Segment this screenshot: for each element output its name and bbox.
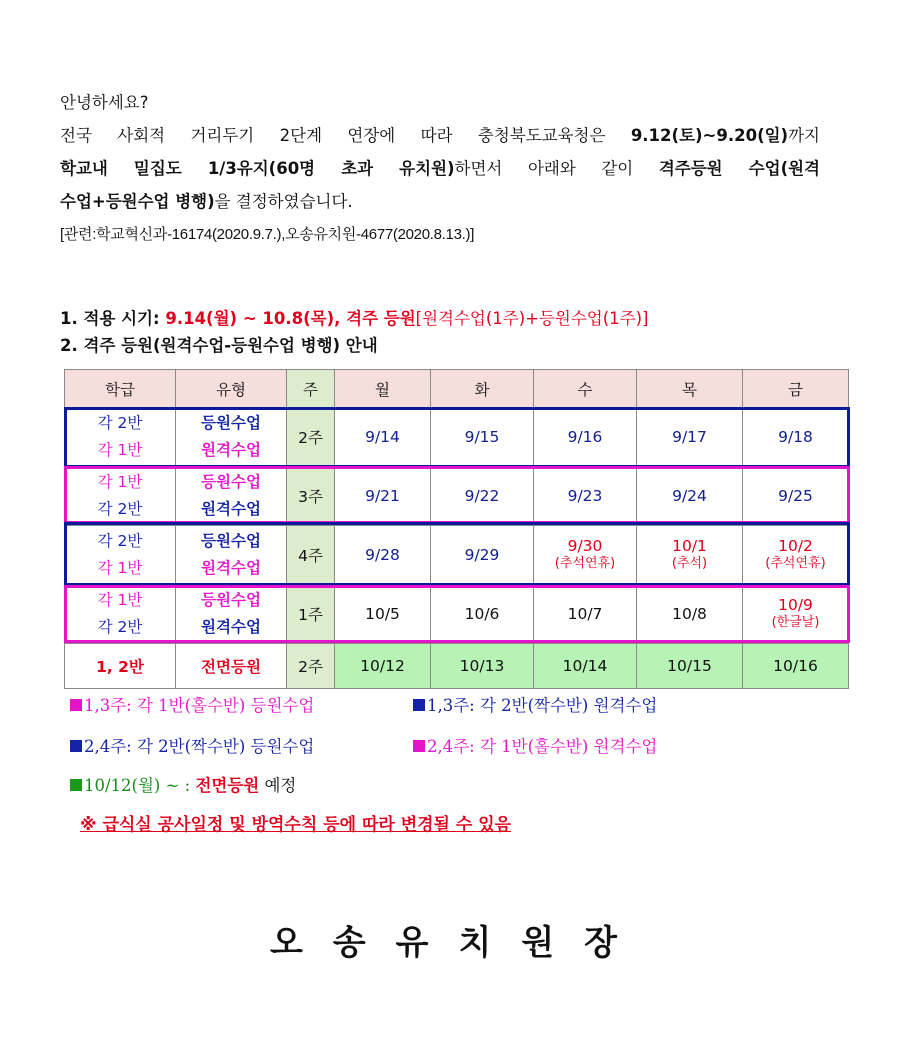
date-cell: 9/23: [534, 467, 637, 526]
blue-square-icon: [70, 740, 82, 752]
class-label: 각 1반: [97, 559, 143, 577]
date-cell: 10/6: [431, 585, 534, 644]
legend-item-1: [70, 692, 314, 716]
legend-text: 2,4주: 각 1반(홀수반) 원격수업: [427, 737, 658, 756]
header-fri: 금: [743, 370, 849, 408]
date-cell: 10/15: [637, 644, 743, 689]
date-cell: 10/16: [743, 644, 849, 689]
holiday-note: (한글날): [771, 615, 820, 630]
green-square-icon: [70, 779, 82, 791]
signature: 오송유치원장: [269, 923, 648, 963]
intro-line3-b: 을 결정하였습니다.: [214, 192, 353, 211]
class-cell: [65, 408, 176, 467]
holiday-note: (추석): [671, 556, 708, 571]
type-cell: [176, 585, 287, 644]
table-row: [65, 408, 849, 467]
date-cell: 10/8: [637, 585, 743, 644]
header-tue: 화: [431, 370, 534, 408]
date-cell: 9/14: [335, 408, 431, 467]
header-week: 주: [287, 370, 335, 408]
intro-line-1: [60, 119, 820, 152]
holiday-cell: [637, 526, 743, 585]
type-label: 등원수업: [201, 591, 261, 609]
holiday-note: (추석연휴): [554, 556, 616, 571]
type-label: 원격수업: [201, 441, 261, 459]
pink-square-icon: [70, 699, 82, 711]
class-label: 각 2반: [97, 414, 143, 432]
header-thu: 목: [637, 370, 743, 408]
class-label: 각 2반: [97, 500, 143, 518]
intro-mixed: 수업+등원수업 병행): [60, 192, 215, 211]
table-header-row: [65, 370, 849, 408]
week-cell: 3주: [287, 467, 335, 526]
class-label: 각 1반: [97, 591, 143, 609]
holiday-cell: [743, 585, 849, 644]
holiday-note: (추석연휴): [765, 556, 826, 571]
class-cell: [65, 585, 176, 644]
greeting: 안녕하세요?: [60, 93, 149, 112]
date-cell: 9/22: [431, 467, 534, 526]
table-row: [65, 526, 849, 585]
class-cell: 1, 2반: [65, 644, 176, 689]
intro-line2-b: 하면서 아래와 같이: [454, 159, 659, 178]
date-cell: 9/21: [335, 467, 431, 526]
holiday-date: 10/1: [672, 537, 707, 555]
section-2-heading: 2. 격주 등원(원격수업-등원수업 병행) 안내: [60, 336, 378, 355]
week-cell: 1주: [287, 585, 335, 644]
legend-text: 1,3주: 각 1반(홀수반) 등원수업: [84, 696, 315, 715]
blue-square-icon: [413, 699, 425, 711]
holiday-cell: [743, 526, 849, 585]
intro-line1-c: 까지: [788, 126, 820, 145]
type-label: 등원수업: [201, 414, 261, 432]
schedule-table: [64, 369, 849, 689]
intro-density: 학교내 밀집도 1/3유지(60명 초과 유치원): [60, 159, 455, 178]
date-cell: 9/24: [637, 467, 743, 526]
legend-suffix: 예정: [259, 776, 297, 795]
type-cell: [176, 526, 287, 585]
section1-detail: [원격수업(1주)+등원수업(1주)]: [415, 309, 649, 328]
date-cell: 10/14: [534, 644, 637, 689]
type-label: 원격수업: [201, 500, 261, 518]
class-cell: [65, 467, 176, 526]
intro-text: [60, 86, 820, 251]
holiday-date: 10/9: [778, 596, 813, 614]
table-row: [65, 644, 849, 689]
table-row: [65, 585, 849, 644]
type-label: 등원수업: [201, 473, 261, 491]
date-cell: 9/28: [335, 526, 431, 585]
intro-date-range: 9.12(토)~9.20(일): [630, 126, 789, 145]
type-label: 원격수업: [201, 559, 261, 577]
section1-label: 1. 적용 시기:: [60, 309, 166, 328]
legend-text: 1,3주: 각 2반(짝수반) 원격수업: [427, 696, 658, 715]
intro-line-2: [60, 152, 820, 185]
type-cell: [176, 408, 287, 467]
section1-period: 9.14(월) ~ 10.8(목),: [165, 309, 341, 328]
header-class: 학급: [65, 370, 176, 408]
legend-item-4: [413, 733, 657, 757]
legend-emphasis: 전면등원: [195, 776, 260, 795]
week-cell: 2주: [287, 644, 335, 689]
pink-square-icon: [413, 740, 425, 752]
date-cell: 9/25: [743, 467, 849, 526]
header-type: 유형: [176, 370, 287, 408]
holiday-cell: [534, 526, 637, 585]
legend-item-3: [70, 733, 314, 757]
legend-text: 2,4주: 각 2반(짝수반) 등원수업: [84, 737, 315, 756]
intro-line-3: [60, 185, 820, 218]
date-cell: 10/7: [534, 585, 637, 644]
date-cell: 9/29: [431, 526, 534, 585]
date-cell: 9/17: [637, 408, 743, 467]
holiday-date: 9/30: [567, 537, 603, 555]
section1-kind: 격주 등원: [340, 309, 416, 328]
section-1-heading: [60, 305, 648, 329]
change-notice: ※ 급식실 공사일정 및 방역수칙 등에 따라 변경될 수 있음: [80, 815, 512, 835]
type-cell: [176, 467, 287, 526]
intro-line1-a: 전국 사회적 거리두기 2단계 연장에 따라 충청북도교육청은: [60, 126, 631, 145]
class-label: 각 1반: [97, 473, 143, 491]
class-label: 각 2반: [97, 532, 143, 550]
holiday-date: 10/2: [778, 537, 813, 555]
date-cell: 9/15: [431, 408, 534, 467]
date-cell: 10/12: [335, 644, 431, 689]
week-cell: 4주: [287, 526, 335, 585]
type-label: 원격수업: [201, 618, 261, 636]
class-label: 각 1반: [97, 441, 143, 459]
date-cell: 10/13: [431, 644, 534, 689]
type-label: 등원수업: [201, 532, 261, 550]
table-row: [65, 467, 849, 526]
date-cell: 10/5: [335, 585, 431, 644]
header-wed: 수: [534, 370, 637, 408]
intro-biweekly: 격주등원 수업(원격: [658, 159, 820, 178]
date-cell: 9/16: [534, 408, 637, 467]
date-cell: 9/18: [743, 408, 849, 467]
class-label: 각 2반: [97, 618, 143, 636]
legend-item-5: [70, 772, 296, 796]
class-cell: [65, 526, 176, 585]
header-mon: 월: [335, 370, 431, 408]
type-cell: 전면등원: [176, 644, 287, 689]
intro-reference: [관련:학교혁신과-16174(2020.9.7.),오송유치원-4677(2020.8.13.)]: [60, 226, 475, 243]
legend-date: 10/12(월) ~ :: [84, 776, 196, 795]
week-cell: 2주: [287, 408, 335, 467]
legend-item-2: [413, 692, 657, 716]
